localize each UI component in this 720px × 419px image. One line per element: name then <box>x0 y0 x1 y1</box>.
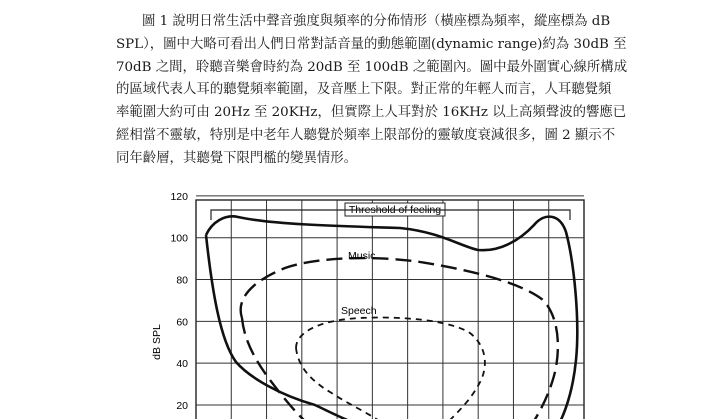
hearing-threshold-curve <box>206 216 577 419</box>
speech-label: Speech <box>341 305 377 317</box>
threshold-of-feeling-label: Threshold of feeling <box>348 204 442 216</box>
y-tick-label: 60 <box>176 316 188 329</box>
y-tick-label: 20 <box>176 400 188 412</box>
paragraph-line: 同年齡層，其聽覺下限門檻的變異情形。 <box>116 150 358 166</box>
paragraph-line: 率範圍大約可由 20Hz 至 20KHz，但實際上人耳對於 16KHz 以上高頻聲波的響應已 <box>116 105 627 121</box>
y-tick-label: 80 <box>176 274 188 287</box>
y-axis-label: dB SPL <box>151 324 163 360</box>
y-tick-label: 100 <box>170 232 188 245</box>
y-tick-label: 40 <box>176 358 188 371</box>
y-tick-label: 120 <box>170 190 188 203</box>
paragraph-line: 經相當不靈敏，特別是中老年人聽覺於頻率上限部份的靈敏度衰減很多，圖 2 顯示不 <box>116 127 616 143</box>
paragraph-line: 70dB 之間，聆聽音樂會時約為 20dB 至 100dB 之範圍內。圖中最外圍實心線所構成 <box>116 59 628 75</box>
paragraph-line: 圖 1 說明日常生活中聲音強度與頻率的分佈情形（橫座標為頻率，縱座標為 dB <box>142 14 611 29</box>
vertical-grid <box>231 200 548 419</box>
paragraph-line: SPL），圖中大略可看出人們日常對話音量的動態範圍(dynamic range)約為 30dB 至 <box>116 36 627 52</box>
music-label: Music <box>348 250 376 262</box>
paragraph-line: 的區域代表人耳的聽覺頻率範圍，及音壓上下限。對正常的年輕人而言，人耳聽覺頻 <box>116 82 612 98</box>
speech-curve <box>296 318 485 419</box>
y-tick-labels <box>170 191 188 412</box>
